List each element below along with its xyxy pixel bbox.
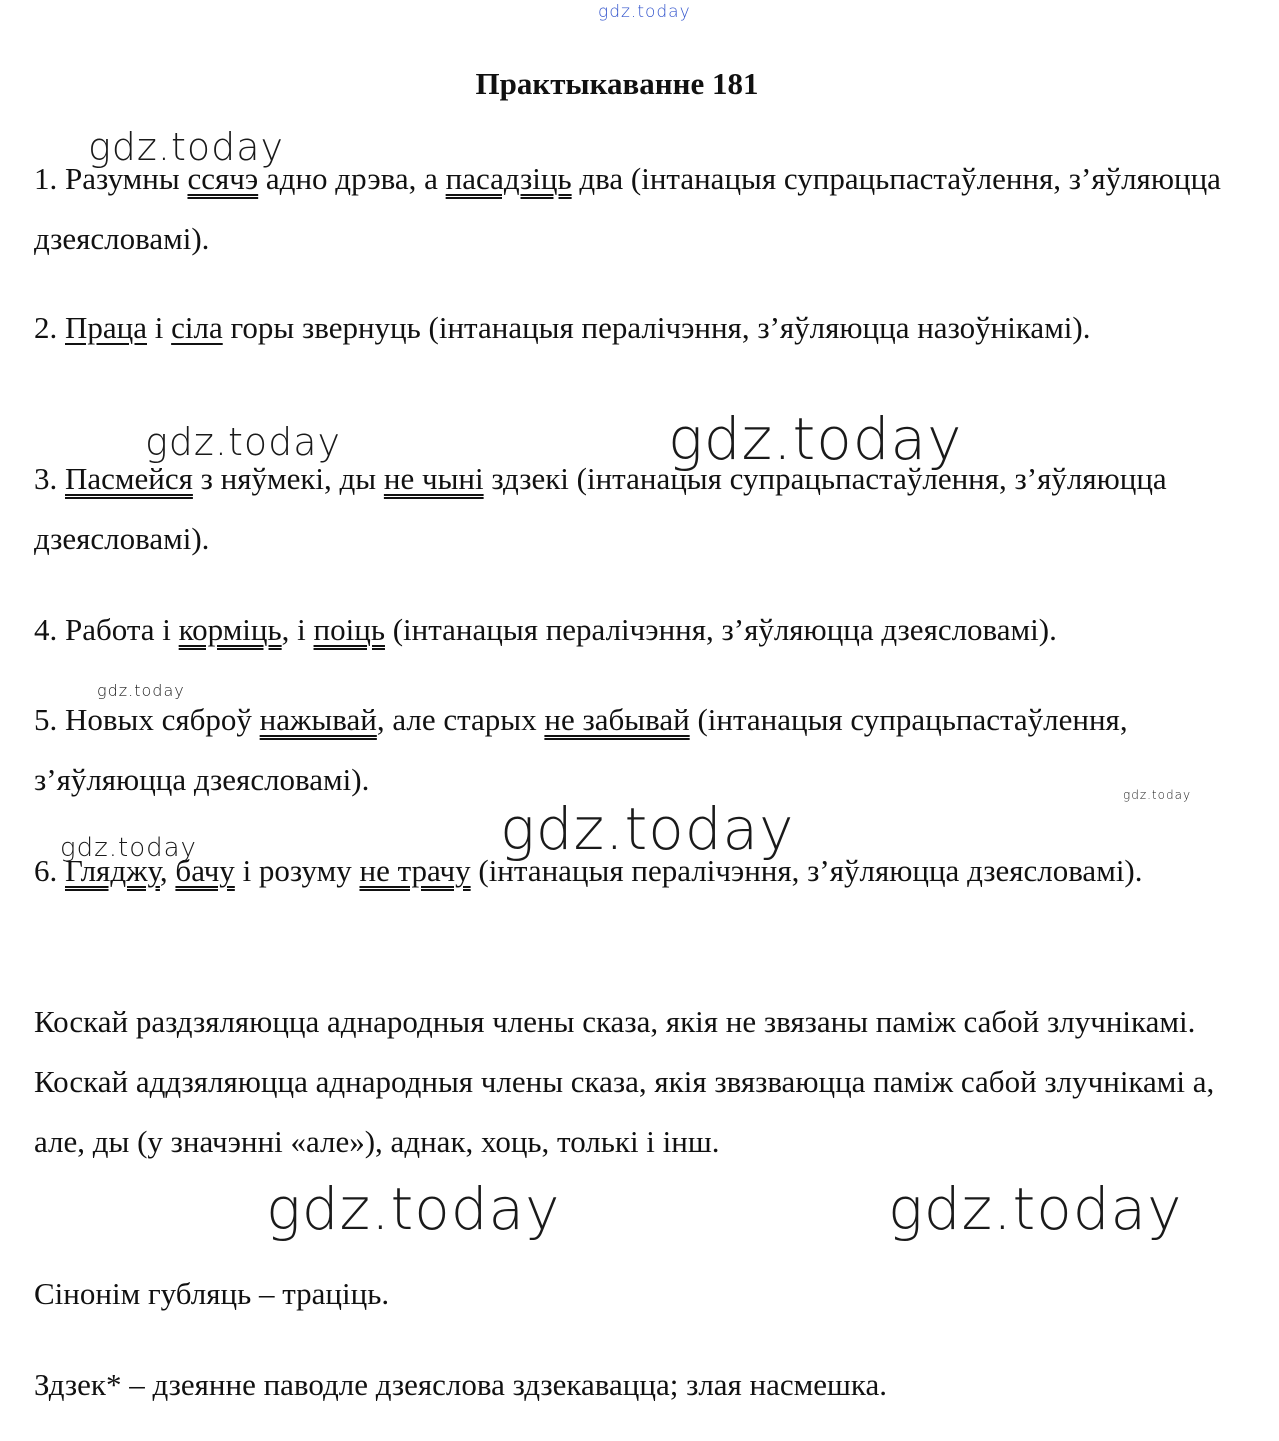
watermark: gdz.today (88, 125, 284, 169)
watermark: gdz.today (888, 1175, 1183, 1243)
watermark: gdz.today (500, 795, 795, 863)
predicate-word: корміць (178, 612, 282, 647)
list-item: 4. Работа і корміць, і поіць (інтанацыя пералічэння, з’яўляюцца дзеясловамі). (34, 612, 1057, 647)
predicate-word: не забывай (544, 702, 690, 737)
watermark: gdz.today (145, 420, 341, 464)
predicate-word: не чыні (383, 461, 484, 496)
list-item: 3. Пасмейся з няўмекі, ды не чыні здзекі (інтанацыя супрацьпастаўлення, з’яўляюцца дзеясловамі). (34, 461, 1167, 556)
list-item: 5. Новых сяброў нажывай, але старых не забывай (інтанацыя супрацьпастаўлення, з’яўляюцца дзеясловамі). (34, 702, 1128, 797)
predicate-word: поіць (313, 612, 385, 647)
predicate-word: не трачу (359, 853, 471, 888)
predicate-word: ссячэ (187, 161, 259, 196)
predicate-word: Гляджу (65, 853, 160, 888)
item-number: 4. (34, 612, 58, 647)
item-number: 6. (34, 853, 58, 888)
item-number: 1. (34, 161, 58, 196)
predicate-word: Пасмейся (65, 461, 193, 496)
synonym-line: Сінонім губляць – траціць. (34, 1276, 390, 1311)
list-item: 6. Гляджу, бачу і розуму не трачу (інтанацыя пералічэння, з’яўляюцца дзеясловамі). (34, 853, 1143, 888)
watermark: gdz.today (1123, 788, 1192, 802)
definition-line: Здзек* – дзеянне паводле дзеяслова здзекавацца; злая насмешка. (34, 1367, 888, 1402)
predicate-word: нажывай (259, 702, 377, 737)
item-number: 5. (34, 702, 58, 737)
watermark: gdz.today (60, 833, 197, 863)
subject-word: Праца (65, 310, 147, 345)
page-title: Практыкаванне 181 (475, 66, 759, 101)
list-item: 1. Разумны ссячэ адно дрэва, а пасадзіць два (інтанацыя супрацьпастаўлення, з’яўляюцца дзеясловамі). (34, 161, 1221, 256)
subject-word: сіла (171, 310, 223, 345)
watermark: gdz.today (266, 1175, 561, 1243)
watermark: gdz.today (97, 681, 185, 700)
watermark: gdz.today (598, 2, 691, 22)
item-number: 2. (34, 310, 58, 345)
list-item: 2. Праца і сіла горы звернуць (інтанацыя пералічэння, з’яўляюцца назоўнікамі). (34, 310, 1091, 345)
watermark: gdz.today (668, 405, 963, 473)
item-number: 3. (34, 461, 58, 496)
predicate-word: пасадзіць (445, 161, 572, 196)
rule-paragraph: Коскай раздзяляюцца аднародныя члены сказа, якія не звязаны паміж сабой злучнікамі. Коскай аддзяляюцца аднародныя члены сказа, якія звязваюцца паміж сабой злучнікамі а, але, ды (у значэнні «але»), аднак, хоць, толькі і інш. (34, 1004, 1215, 1159)
predicate-word: бачу (175, 853, 235, 888)
